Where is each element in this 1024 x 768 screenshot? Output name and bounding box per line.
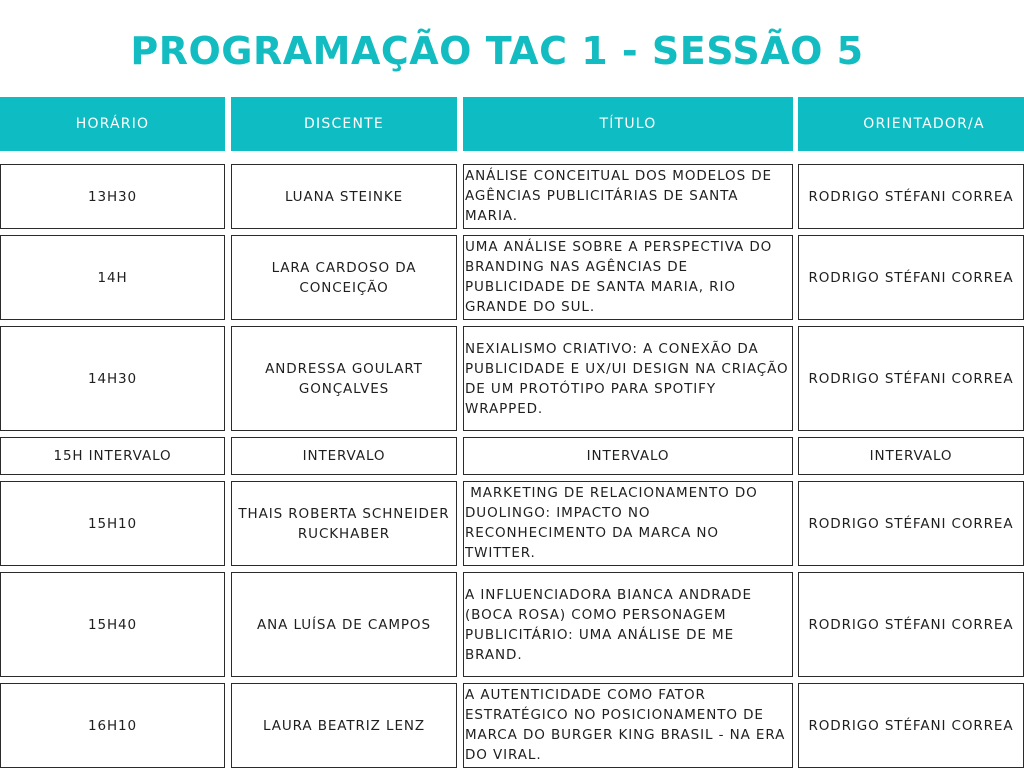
cell-time: 15H INTERVALO (0, 437, 225, 475)
cell-advisor: RODRIGO STÉFANI CORREA (798, 235, 1024, 320)
cell-advisor: RODRIGO STÉFANI CORREA (798, 481, 1024, 566)
cell-time: 14H30 (0, 326, 225, 431)
header-student: DISCENTE (231, 97, 457, 151)
cell-time: 16H10 (0, 683, 225, 768)
cell-title: NEXIALISMO CRIATIVO: A CONEXÃO DA PUBLICIDADE E UX/UI DESIGN NA CRIAÇÃO DE UM PROTÓTIPO PARA SPOTIFY WRAPPED. (463, 326, 793, 431)
cell-title: UMA ANÁLISE SOBRE A PERSPECTIVA DO BRANDING NAS AGÊNCIAS DE PUBLICIDADE DE SANTA MARIA, RIO GRANDE DO SUL. (463, 235, 793, 320)
cell-advisor: RODRIGO STÉFANI CORREA (798, 683, 1024, 768)
cell-student: LUANA STEINKE (231, 164, 457, 229)
cell-student: LAURA BEATRIZ LENZ (231, 683, 457, 768)
cell-student: ANA LUÍSA DE CAMPOS (231, 572, 457, 677)
cell-advisor: RODRIGO STÉFANI CORREA (798, 572, 1024, 677)
cell-title: INTERVALO (463, 437, 793, 475)
cell-title: A INFLUENCIADORA BIANCA ANDRADE (BOCA ROSA) COMO PERSONAGEM PUBLICITÁRIO: UMA ANÁLISE DE ME BRAND. (463, 572, 793, 677)
cell-advisor: RODRIGO STÉFANI CORREA (798, 164, 1024, 229)
cell-time: 14H (0, 235, 225, 320)
cell-title: ANÁLISE CONCEITUAL DOS MODELOS DE AGÊNCIAS PUBLICITÁRIAS DE SANTA MARIA. (463, 164, 793, 229)
cell-advisor: RODRIGO STÉFANI CORREA (798, 326, 1024, 431)
cell-time: 15H10 (0, 481, 225, 566)
header-title: TÍTULO (463, 97, 793, 151)
page-title: PROGRAMAÇÃO TAC 1 - SESSÃO 5 (130, 29, 864, 73)
cell-title: MARKETING DE RELACIONAMENTO DO DUOLINGO: IMPACTO NO RECONHECIMENTO DA MARCA NO TWITTER. (463, 481, 793, 566)
cell-time: 15H40 (0, 572, 225, 677)
cell-student: LARA CARDOSO DA CONCEIÇÃO (231, 235, 457, 320)
cell-student: ANDRESSA GOULART GONÇALVES (231, 326, 457, 431)
header-advisor: ORIENTADOR/A (798, 97, 1024, 151)
cell-student: THAIS ROBERTA SCHNEIDER RUCKHABER (231, 481, 457, 566)
cell-time: 13H30 (0, 164, 225, 229)
cell-advisor: INTERVALO (798, 437, 1024, 475)
cell-title: A AUTENTICIDADE COMO FATOR ESTRATÉGICO NO POSICIONAMENTO DE MARCA DO BURGER KING BRASIL - NA ERA DO VIRAL. (463, 683, 793, 768)
header-time: HORÁRIO (0, 97, 225, 151)
cell-student: INTERVALO (231, 437, 457, 475)
